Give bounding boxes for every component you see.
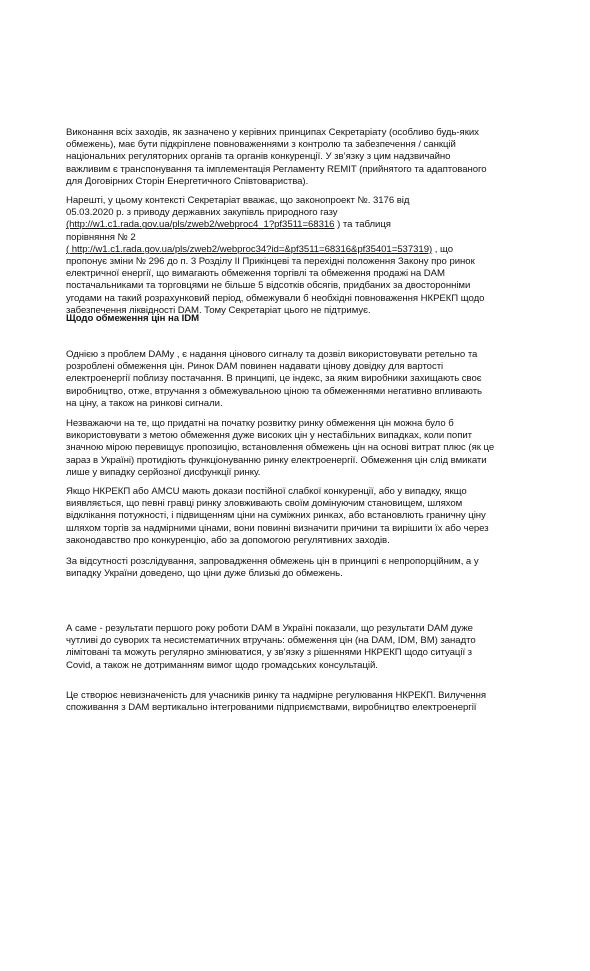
text-line: лімітовані та можуть регулярно змінюватися, у зв’язку з рішеннями НКРЕКП щодо ситуації з — [66, 647, 473, 659]
text-line: споживання з DAM вертикально інтегрованими підприємствами, виробництво електроенергії — [66, 702, 477, 714]
text-line: Covid, а також не дотриманням вимог щодо громадських консультацій. — [66, 659, 378, 671]
paragraph-investigation — [66, 556, 534, 580]
text-line: зараз в Україні) протидіють функціонуванню ринку електроенергії. Обмеження цін слід вмикати — [66, 454, 487, 466]
text-line — [66, 219, 534, 231]
paragraph-first-year — [66, 623, 534, 672]
text-line: Якщо НКРЕКП або АМCU мають докази постійної слабкої конкуренції, або у випадку, якщо — [66, 486, 467, 497]
text-line: розроблені обмеження цін. Ринок DAM повинен надавати цінову довідку для вартості — [66, 361, 444, 373]
section-heading-block — [66, 313, 534, 325]
text-line: законодавство про конкуренцію, або за допомогою регулятивних заходів. — [66, 534, 390, 546]
text-line: випадку України доведено, що ціни дуже близькі до обмежень. — [66, 568, 343, 580]
text-line: Виконання всіх заходів, як зазначено у керівних принципах Секретаріату (особливо будь-яких — [66, 127, 479, 138]
text-line: обмежень), має бути підкріплене повноваженнями з контролю та забезпечення / санкцій — [66, 139, 456, 151]
text-line: забезпечення ліквідності DAM. Тому Секретаріат цього не підтримує. — [66, 304, 371, 316]
section-heading: Щодо обмеження цін на IDM — [66, 313, 200, 324]
text-fragment: , що — [432, 243, 454, 255]
text-line: порівняння № 2 — [66, 231, 136, 243]
text-fragment: ) та таблиця — [334, 219, 391, 231]
text-line: пропонує зміни № 296 до п. 3 Розділу II Прикінцеві та перехідні положення Закону про ринок — [66, 256, 475, 268]
text-line: електричної енергії, що вимагають обмеження торгівлі та обмеження продажі на DAM — [66, 268, 445, 280]
text-line: лише у випадку серйозної дисфункції ринку. — [66, 466, 261, 478]
text-line: національних регуляторних органів та органів конкуренції. У зв’язку з цим надзвичайно — [66, 151, 451, 163]
text-line: на ціну, а також на ринкові сигнали. — [66, 397, 223, 409]
rada-link-webproc4[interactable]: (http://w1.c1.rada.gov.ua/pls/zweb2/webproc4_1?pf3511=68316 — [66, 219, 335, 231]
text-line: для Договірних Сторін Енергетичного Співтовариства). — [66, 175, 309, 187]
text-line: важливим є транспонування та імплементація Регламенту REMIT (прийнятого та адаптованого — [66, 163, 487, 175]
text-line: За відсутності розслідування, запровадження обмежень цін в принципі є непропорційним, а у — [66, 556, 479, 567]
text-line: виробництво, отже, втручання з обмежувальною ціною та обмеженнями негативно впливають — [66, 385, 482, 397]
paragraph-draft-law — [66, 195, 534, 317]
paragraph-uncertainty — [66, 690, 534, 714]
text-line: Це створює невизначеність для учасників ринку та надмірне регулювання НКРЕКП. Вилучення — [66, 690, 486, 701]
text-line: 05.03.2020 р. з приводу державних закупівль природного газу — [66, 207, 338, 219]
text-line: значною мірою перевищує пропозицію, встановлення обмежень цін на основі витрат плюс (як це — [66, 442, 495, 454]
text-line: чутливі до суворих та несистематичних втручань: обмеження цін (на DAM, IDM, BM) занадто — [66, 635, 476, 647]
text-line: А саме - результати першого року роботи DAM в Україні показали, що результати DAM дуже — [66, 623, 473, 634]
rada-link-webproc34[interactable]: ( http://w1.c1.rada.gov.ua/pls/zweb2/webproc34?id=&pf3511=68316&pf35401=537319) — [66, 243, 433, 255]
text-line: Незважаючи на те, що придатні на початку розвитку ринку обмеження цін можна було б — [66, 418, 454, 429]
text-line: виявляється, що певні гравці ринку зловживають своїм домінуючим становищем, шляхом — [66, 498, 463, 510]
text-line: постачальниками та торговцями не більше 5 відсотків обсягів, придбаних за двосторонніми — [66, 280, 471, 292]
text-line: використовувати з метою обмеження дуже високих цін у нестабільних випадках, коли попит — [66, 430, 473, 442]
text-line: угодами на такий розрахунковий період, обмежували б необхідні повноваження НКРЕКП щодо — [66, 292, 485, 304]
text-line: Однією з проблем DAMу , є надання цінового сигналу та дозвіл використовувати ретельно та — [66, 349, 478, 360]
paragraph-price-caps — [66, 418, 534, 479]
paragraph-competition — [66, 486, 534, 547]
text-line — [66, 244, 534, 256]
text-line: електроенергії поблизу постачання. В принципі, це індекс, за яким виробники захищають своє — [66, 373, 482, 385]
text-line: Нарешті, у цьому контексті Секретаріат вважає, що законопроект №. 3176 від — [66, 195, 410, 206]
text-line: відклікання потужності, і підвищенням ціни на суміжних ринках, або встановлють граничну ціну — [66, 510, 486, 522]
paragraph-remit — [66, 127, 534, 188]
paragraph-dam-problems — [66, 349, 534, 410]
text-line: шляхом торгів за надмірними цінами, вони повинні визначити причини та вирішити їх або через — [66, 522, 489, 534]
